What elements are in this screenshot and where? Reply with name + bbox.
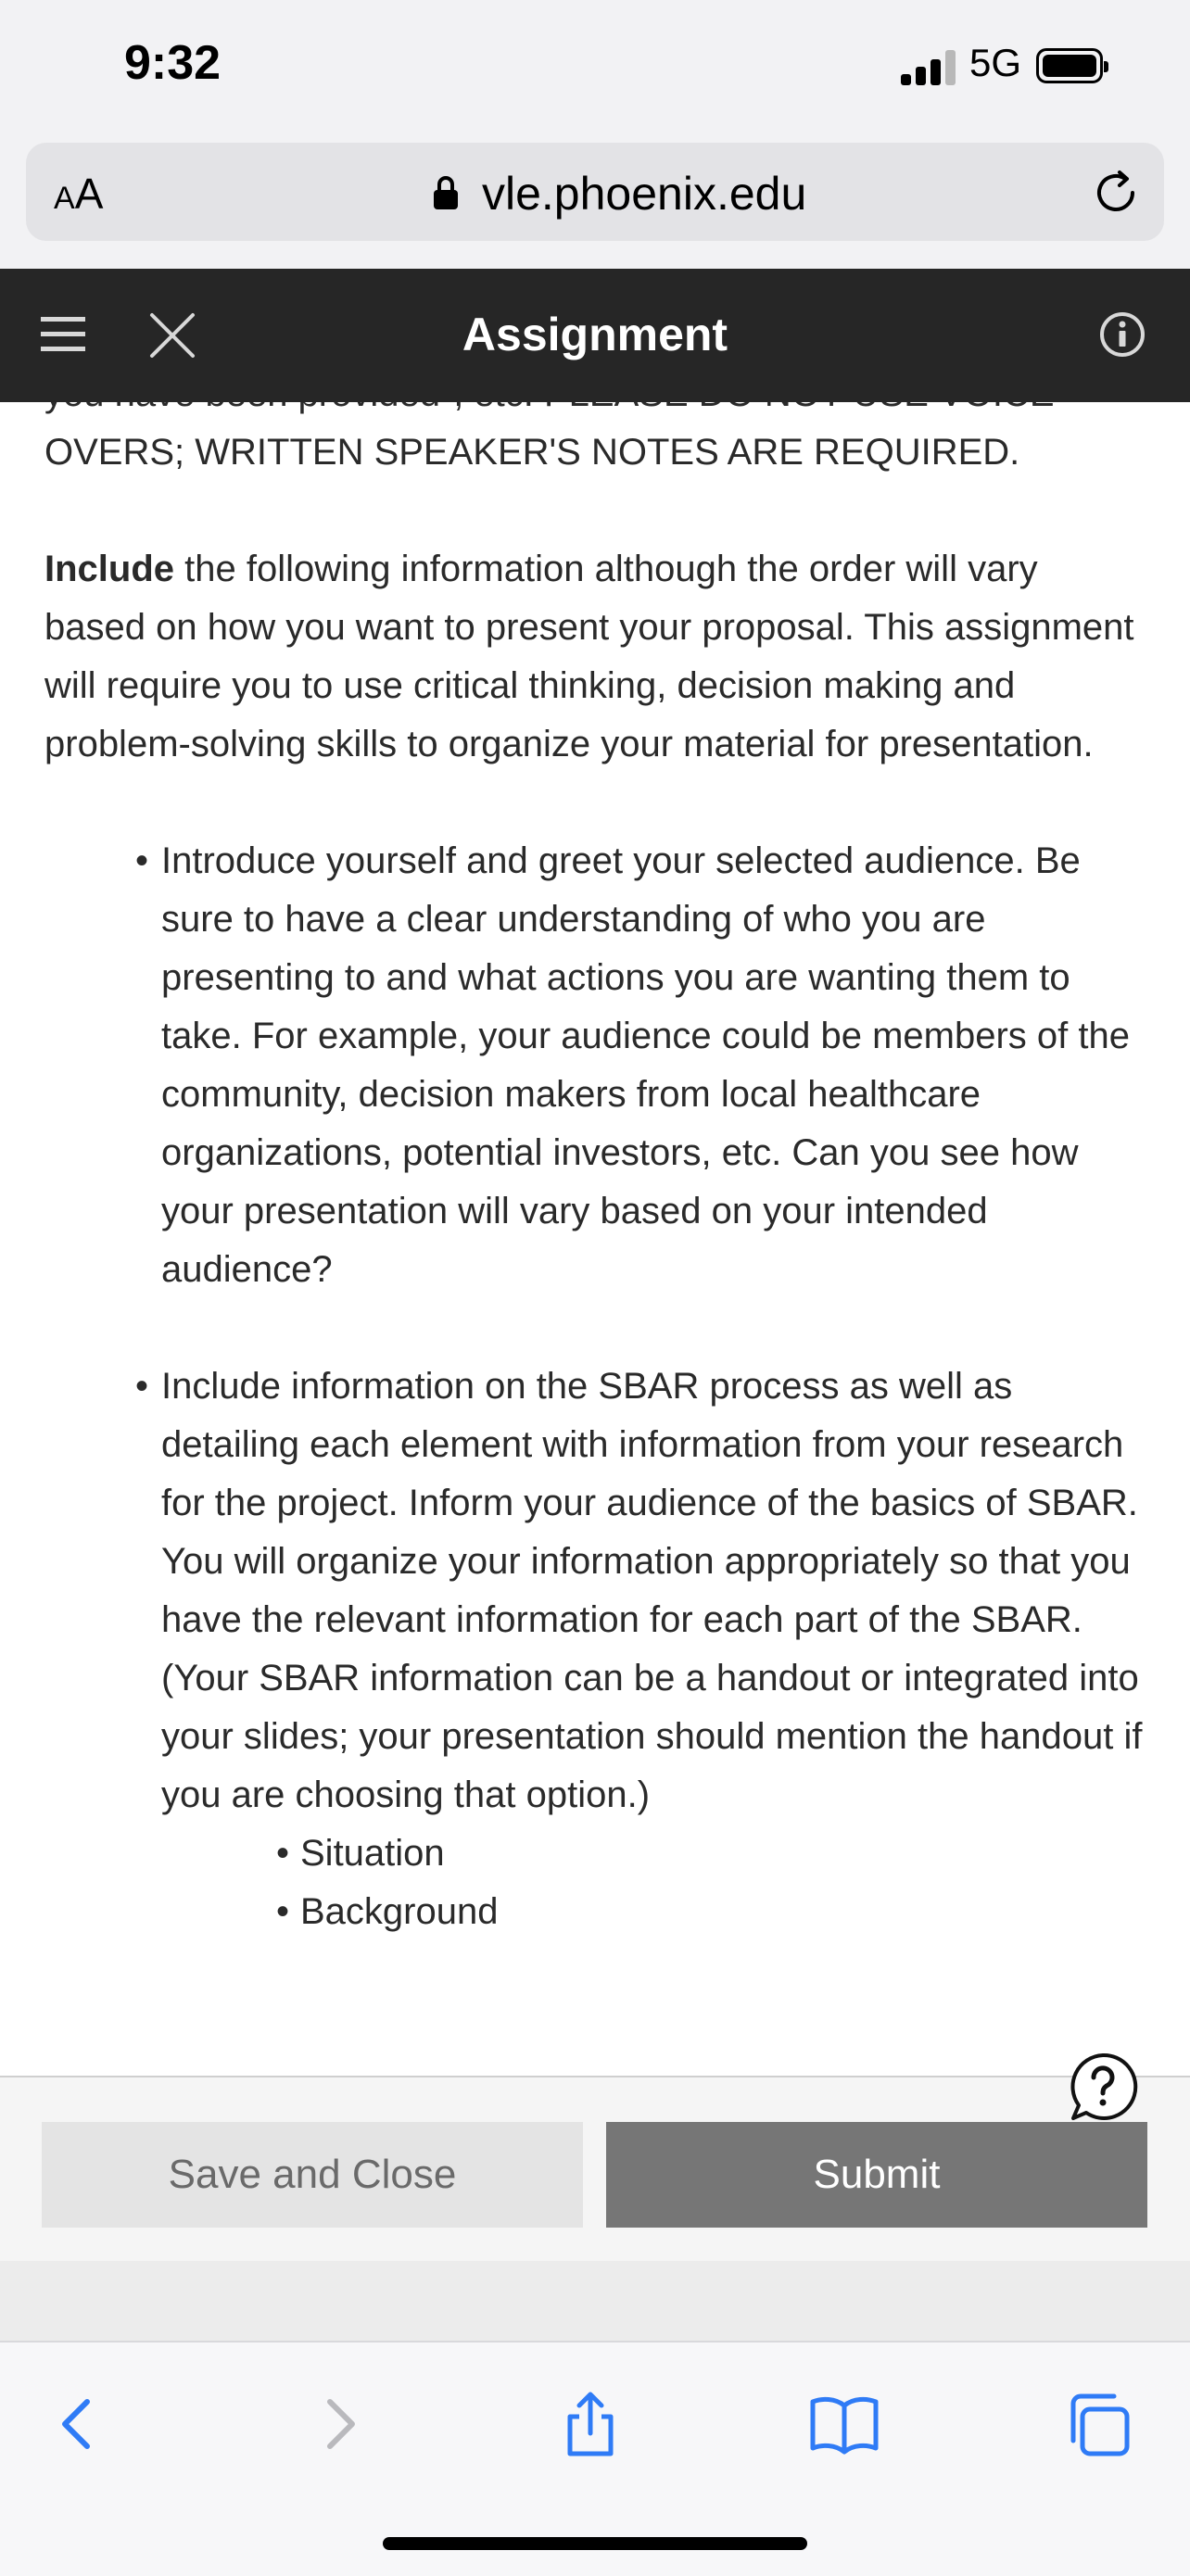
- battery-icon: [1036, 48, 1103, 83]
- help-icon[interactable]: [1068, 2052, 1138, 2122]
- back-icon[interactable]: [41, 2387, 115, 2461]
- list-item: • Introduce yourself and greet your selected audience. Be sure to have a clear understanding of who you are presenting to and what actions you are wanting them to take. For example, your audience could be members of the community, decision makers from local healthcare organizations, potential investors, etc. Can you see how your presentation will vary based on your intended audience?: [161, 832, 1147, 1299]
- save-and-close-button[interactable]: Save and Close: [42, 2122, 583, 2228]
- url-text[interactable]: vle.phoenix.edu: [482, 168, 807, 220]
- text-size-button[interactable]: AA: [54, 170, 104, 218]
- home-indicator: [383, 2537, 807, 2550]
- instruction-line-2: OVERS; WRITTEN SPEAKER'S NOTES ARE REQUIRED.: [44, 432, 1020, 473]
- signal-icon: [901, 48, 956, 85]
- list-item-text: Include information on the SBAR process as well as detailing each element with information from your research for the project. Inform your audience of the basics of SBAR. You will organize your information appropriately so that you have the relevant information for each part of the SBAR. (Your SBAR information can be a handout or integrated into your slides; your presentation should mention the handout if you are choosing that option.): [161, 1366, 1143, 1815]
- content-body: [44, 365, 1147, 1941]
- url-area: [0, 139, 1190, 269]
- assignment-content[interactable]: [0, 402, 1190, 2076]
- status-bar: [0, 0, 1190, 139]
- include-bold: Include: [44, 549, 175, 589]
- sbar-item: • Background: [276, 1883, 1147, 1941]
- network-type: 5G: [969, 41, 1022, 84]
- action-bar: [0, 2076, 1190, 2263]
- assignment-header: [0, 269, 1190, 402]
- include-text: the following information although the order will vary based on how you want to present your proposal. This assignment will require you to use critical thinking, decision making and problem-solving skills to organize your material for presentation.: [44, 549, 1134, 764]
- reload-icon[interactable]: [1092, 169, 1140, 217]
- info-icon[interactable]: [1099, 311, 1146, 358]
- share-icon[interactable]: [553, 2387, 627, 2461]
- include-paragraph: [44, 540, 1147, 774]
- address-bar[interactable]: [26, 143, 1164, 241]
- page-footer-space: [0, 2261, 1190, 2341]
- sbar-item: • Situation: [276, 1825, 1147, 1883]
- sbar-list: [44, 1825, 1147, 1941]
- forward-icon[interactable]: [302, 2387, 376, 2461]
- submit-button[interactable]: Submit: [606, 2122, 1147, 2228]
- lock-icon: [432, 174, 460, 211]
- list-item: [161, 1357, 1147, 1825]
- status-time: 9:32: [124, 36, 222, 90]
- requirements-list: [44, 832, 1147, 1825]
- book-icon[interactable]: [807, 2387, 881, 2461]
- tabs-icon[interactable]: [1062, 2387, 1136, 2461]
- page-title: Assignment: [462, 309, 728, 360]
